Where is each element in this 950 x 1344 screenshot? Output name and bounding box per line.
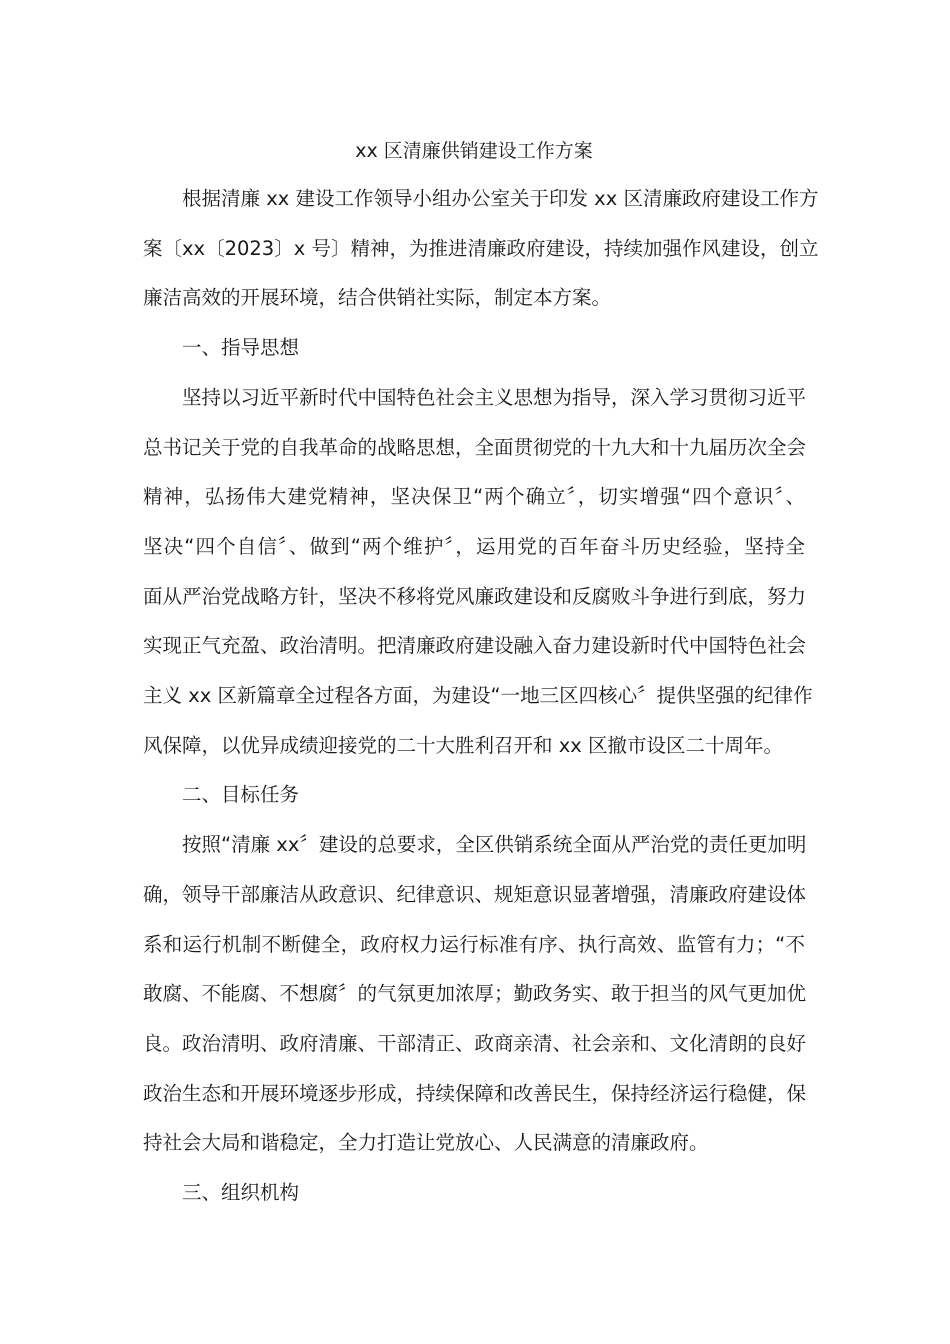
text-line: 政治生态和开展环境逐步形成，持续保障和改善民生，保持经济运行稳健，保 [143,1081,807,1105]
section2-paragraph [143,820,805,1168]
section-heading-guiding-thought: 一、指导思想 [182,336,300,360]
document-title: xx 区清廉供销建设工作方案 [355,140,593,162]
text-line: 系和运行机制不断健全，政府权力运行标准有序、执行高效、监管有力；“不 [143,932,805,956]
text-line: 坚持以习近平新时代中国特色社会主义思想为指导，深入学习贯彻习近平 [182,385,807,409]
section-heading-organization: 三、组织机构 [182,1181,300,1205]
text-line: 案〔xx〔2023〕x 号〕精神，为推进清廉政府建设，持续加强作风建设，创立 [143,236,819,260]
text-line: 坚决“四个自信〞、做到“两个维护〞，运用党的百年奋斗历史经验，坚持全 [143,534,805,558]
text-line: 敢腐、不能腐、不想腐〞的气氛更加浓厚；勤政务实、敢于担当的风气更加优 [143,982,807,1006]
text-line: 实现正气充盈、政治清明。把清廉政府建设融入奋力建设新时代中国特色社会 [143,634,807,658]
intro-paragraph [143,174,819,323]
section-heading-goals: 二、目标任务 [182,783,300,807]
text-line: 按照“清廉 xx〞建设的总要求，全区供销系统全面从严治党的责任更加明 [182,833,807,857]
text-line: 良。政治清明、政府清廉、干部清正、政商亲清、社会亲和、文化清朗的良好 [143,1031,807,1055]
section1-paragraph [143,373,813,771]
text-line: 风保障，以优异成绩迎接党的二十大胜利召开和 xx 区撤市设区二十周年。 [143,733,783,757]
text-line: 根据清廉 xx 建设工作领导小组办公室关于印发 xx 区清廉政府建设工作方 [182,187,819,210]
text-line: 廉洁高效的开展环境，结合供销社实际，制定本方案。 [143,286,612,310]
text-line: 面从严治党战略方针，坚决不移将党风廉政建设和反腐败斗争进行到底，努力 [143,584,807,608]
text-line: 确，领导干部廉洁从政意识、纪律意识、规矩意识显著增强，清廉政府建设体 [143,882,807,906]
text-line: 持社会大局和谐稳定，全力打造让党放心、人民满意的清廉政府。 [143,1131,709,1155]
text-line: 精神，弘扬伟大建党精神，坚决保卫“两个确立〞，切实增强“四个意识〞、 [143,485,805,509]
text-line: 总书记关于党的自我革命的战略思想，全面贯彻党的十九大和十九届历次全会 [143,435,807,459]
document-page [143,128,819,1218]
text-line: 主义 xx 区新篇章全过程各方面，为建设“一地三区四核心〞提供坚强的纪律作 [143,684,813,708]
